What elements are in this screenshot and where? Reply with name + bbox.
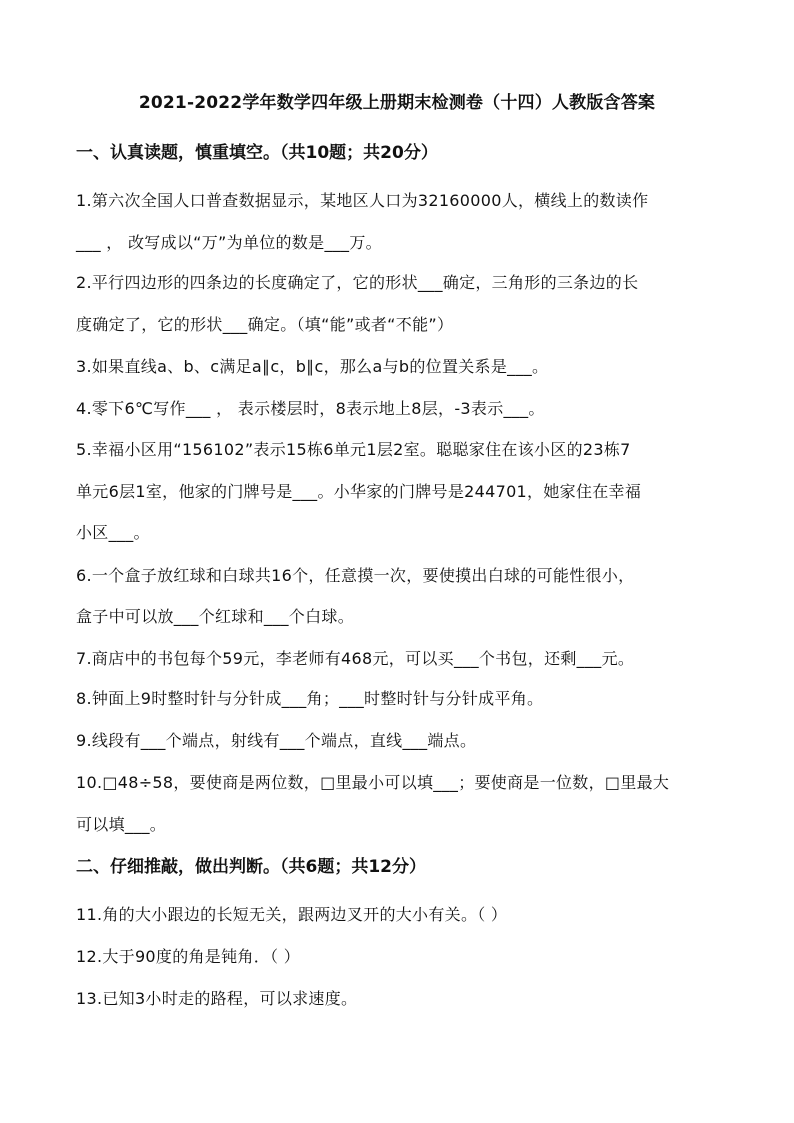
question-5-line-2: 单元6层1室，他家的门牌号是___。小华家的门牌号是244701，她家住在幸福 [76, 482, 642, 501]
question-13: 13.已知3小时走的路程，可以求速度。 [76, 989, 358, 1008]
question-2-line-1: 2.平行四边形的四条边的长度确定了，它的形状___确定，三角形的三条边的长 [76, 273, 639, 292]
document-title: 2021-2022学年数学四年级上册期末检测卷（十四）人教版含答案 [138, 93, 656, 113]
question-11: 11.角的大小跟边的长短无关，跟两边叉开的大小有关。（ ） [76, 905, 508, 924]
question-7: 7.商店中的书包每个59元，李老师有468元，可以买___个书包，还剩___元。 [76, 649, 635, 668]
section-heading-judgment: 二、仔细推敲，做出判断。（共6题；共12分） [76, 857, 426, 877]
question-12: 12.大于90度的角是钝角．（ ） [76, 947, 300, 966]
question-9: 9.线段有___个端点，射线有___个端点，直线___端点。 [76, 731, 477, 750]
question-8: 8.钟面上9时整时针与分针成___角；___时整时针与分针成平角。 [76, 689, 544, 708]
question-1-line-2: ___ ， 改写成以“万”为单位的数是___万。 [76, 233, 382, 252]
question-3: 3.如果直线a、b、c满足a∥c，b∥c，那么a与b的位置关系是___。 [76, 357, 549, 376]
question-10-line-1: 10.□48÷58，要使商是两位数，□里最小可以填___；要使商是一位数，□里最大 [76, 773, 670, 792]
question-5-line-3: 小区___。 [76, 523, 150, 542]
question-5-line-1: 5.幸福小区用“156102”表示15栋6单元1层2室。聪聪家住在该小区的23栋7 [76, 440, 631, 459]
question-6-line-1: 6.一个盒子放红球和白球共16个，任意摸一次，要使摸出白球的可能性很小， [76, 566, 635, 585]
question-10-line-2: 可以填___。 [76, 815, 167, 834]
question-4: 4.零下6℃写作___ ， 表示楼层时，8表示地上8层，-3表示___。 [76, 399, 545, 418]
question-6-line-2: 盒子中可以放___个红球和___个白球。 [76, 607, 355, 626]
question-2-line-2: 度确定了，它的形状___确定。（填“能”或者“不能”） [76, 315, 454, 334]
section-heading-fill-in: 一、认真读题，慎重填空。（共10题；共20分） [76, 143, 438, 163]
question-1-line-1: 1.第六次全国人口普查数据显示，某地区人口为32160000人，横线上的数读作 [76, 191, 649, 210]
